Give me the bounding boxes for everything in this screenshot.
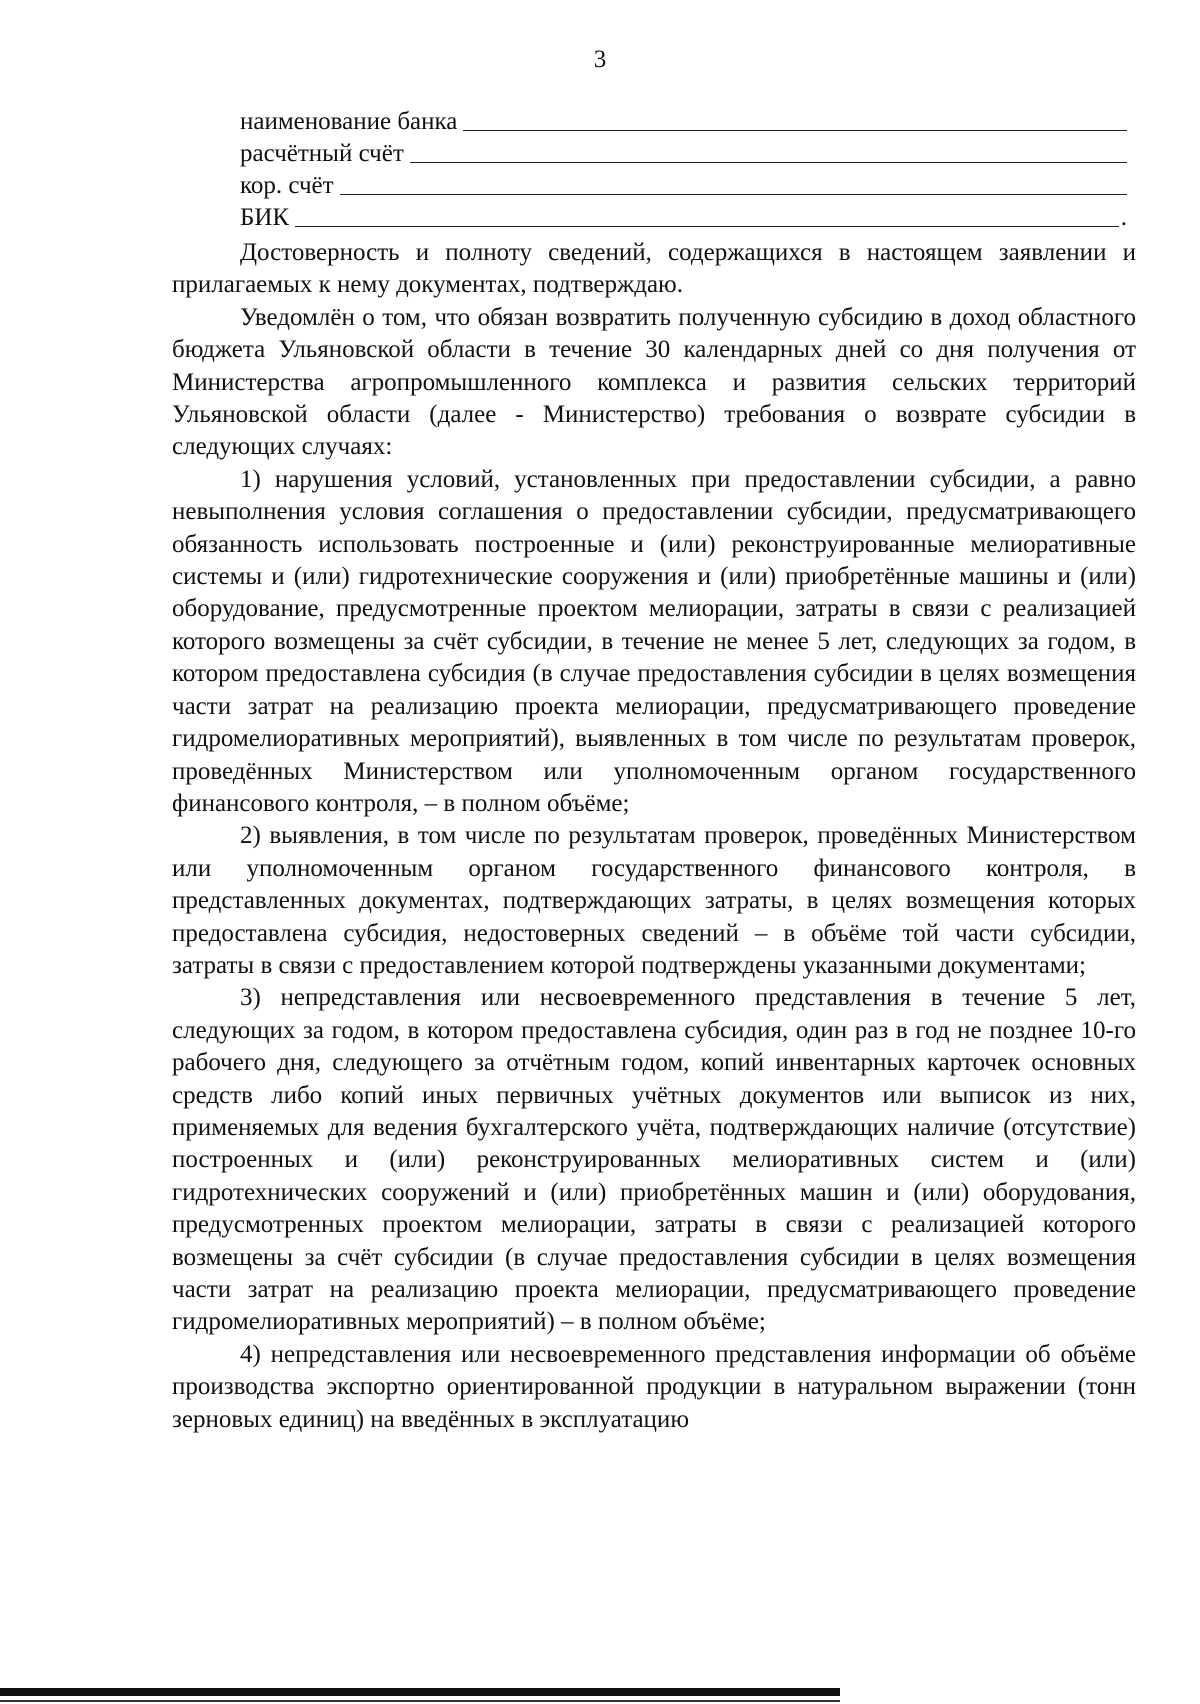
- notice-paragraph: Уведомлён о том, что обязан возвратить полученную субсидию в доход областного бюджета Ульяновской области в течение 30 календарных дней со дня получения от Министерства агропромышленного комплекса и развития сельских территорий Ульяновской области (далее - Министерство) требования о возврате субсидии в следующих случаях:: [172, 303, 1136, 461]
- case-1-paragraph: 1) нарушения условий, установленных при предоставлении субсидии, а равно невыполнения условия соглашения о предоставлении субсидии, предусматривающего обязанность использовать построенные и (или) реконструированные мелиоративные системы и (или) гидротехнические сооружения и (или) приобретённые машины и (или) оборудование, предусмотренные проектом мелиорации, затраты в связи с реализацией которого возмещены за счёт субсидии, в течение не менее 5 лет, следующих за годом, в котором предоставлена субсидия (в случае предоставления субсидии в целях возмещения части затрат на реализацию проекта мелиорации, предусматривающего проведение гидромелиоративных мероприятий), выявленных в том числе по результатам проверок, проведённых Министерством или уполномоченным органом государственного финансового контроля, – в полном объёме;: [172, 465, 1136, 817]
- correspondent-account-blank[interactable]: [340, 174, 1127, 195]
- scan-edge-bar: [0, 1688, 840, 1696]
- bank-name-label: наименование банка: [240, 108, 458, 135]
- case-2-paragraph: 2) выявления, в том числе по результатам проверок, проведённых Министерством или уполномоченным органом государственного финансового контроля, в представленных документах, подтверждающих затраты, в целях возмещения которых предоставлена субсидия, недостоверных сведений – в объёме той части субсидии, затраты в связи с предоставлением которой подтверждены указанными документами;: [172, 822, 1136, 979]
- bik-field[interactable]: [240, 200, 1127, 232]
- bik-end-period: .: [1120, 204, 1127, 231]
- case-3-paragraph: 3) непредставления или несвоевременного представления в течение 5 лет, следующих за годом, в котором предоставлена субсидия, один раз в год не позднее 10-го рабочего дня, следующего за отчётным годом, копий инвентарных карточек основных средств либо копий иных первичных учётных документов или выписок из них, применяемых для ведения бухгалтерского учёта, подтверждающих наличие (отсутствие) построенных и (или) реконструированных мелиоративных систем и (или) гидротехнических сооружений и (или) приобретённых машин и (или) оборудования, предусмотренных проектом мелиорации, затраты в связи с реализацией которого возмещены за счёт субсидии (в случае предоставления субсидии в целях возмещения части затрат на реализацию проекта мелиорации, предусматривающего проведение гидромелиоративных мероприятий) – в полном объёме;: [172, 984, 1136, 1336]
- case-4-paragraph: 4) непредставления или несвоевременного представления информации об объёме производства экспортно ориентированной продукции в натуральном выражении (тонн зерновых единиц) на введённых в эксплуатацию: [172, 1340, 1136, 1433]
- bik-blank[interactable]: [295, 206, 1119, 227]
- confirmation-paragraph: Достоверность и полноту сведений, содержащихся в настоящем заявлении и прилагаемых к нему документах, подтверждаю.: [172, 239, 1136, 299]
- correspondent-account-field[interactable]: [240, 168, 1127, 200]
- scan-edge-line: [0, 1700, 840, 1702]
- bank-name-blank[interactable]: [463, 110, 1127, 131]
- bik-label: БИК: [240, 204, 290, 231]
- body-text: [172, 237, 1136, 1436]
- bank-name-field[interactable]: [240, 104, 1127, 136]
- settlement-account-blank[interactable]: [410, 142, 1127, 163]
- settlement-account-label: расчётный счёт: [240, 140, 404, 167]
- page-number: 3: [593, 46, 607, 73]
- settlement-account-field[interactable]: [240, 136, 1127, 168]
- correspondent-account-label: кор. счёт: [240, 172, 334, 199]
